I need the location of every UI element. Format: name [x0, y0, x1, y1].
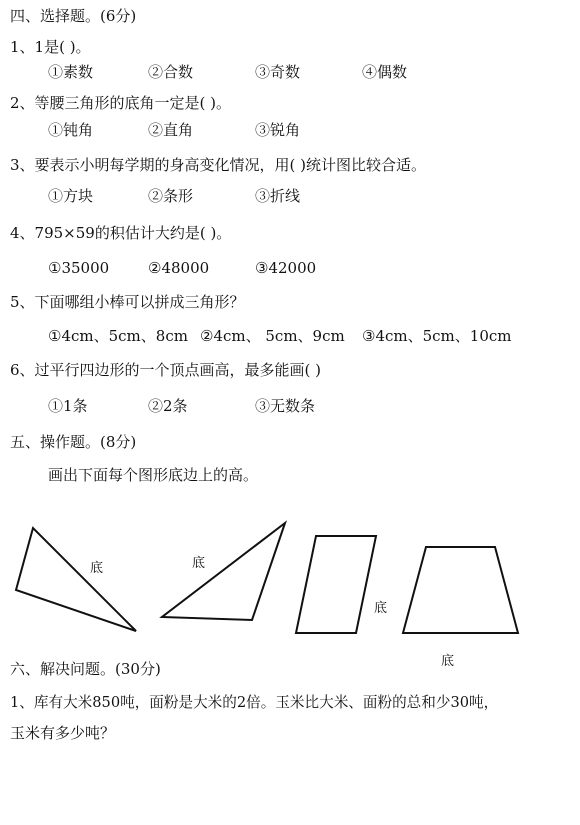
trapezoid-base-label: 底	[441, 654, 455, 669]
question-1-text: 1、1是( )。	[10, 38, 91, 56]
question-2-option-3: ③锐角	[255, 121, 301, 139]
question-1-option-2: ②合数	[148, 63, 194, 81]
right-triangle	[162, 523, 285, 620]
question-2-option-1: ①钝角	[48, 121, 94, 139]
section-operation-title: 五、操作题。(8分)	[10, 433, 137, 451]
question-3-option-1: ①方块	[48, 187, 94, 205]
left-triangle	[16, 528, 136, 631]
question-3-text: 3、要表示小明每学期的身高变化情况，用( )统计图比较合适。	[10, 156, 427, 174]
problem-line-1: 1、库有大米850吨，面粉是大米的2倍。玉米比大米、面粉的总和少30吨，	[10, 694, 499, 711]
section-choice-title: 四、选择题。(6分)	[10, 7, 137, 25]
problem-line-2: 玉米有多少吨？	[10, 724, 116, 742]
question-5-option-3: ③4cm、5cm、10cm	[362, 327, 512, 345]
question-5-option-2: ②4cm、 5cm、9cm	[200, 327, 345, 345]
right-triangle-base-label: 底	[192, 556, 206, 571]
trapezoid	[403, 547, 518, 633]
question-1-option-3: ③奇数	[255, 63, 301, 81]
question-4-option-2: ②48000	[148, 259, 210, 277]
question-1-option-4: ④偶数	[362, 63, 408, 81]
left-triangle-base-label: 底	[90, 561, 104, 576]
question-3-option-2: ②条形	[148, 187, 194, 205]
question-6-option-2: ②2条	[148, 397, 188, 415]
question-6-text: 6、过平行四边形的一个顶点画高，最多能画( )	[10, 361, 322, 379]
parallelogram	[296, 536, 376, 633]
question-4-option-1: ①35000	[48, 259, 110, 277]
question-4-option-3: ③42000	[255, 259, 317, 277]
parallelogram-base-label: 底	[374, 601, 388, 616]
question-5-option-1: ①4cm、5cm、8cm	[48, 327, 188, 345]
question-1-option-1: ①素数	[48, 63, 94, 81]
question-6-option-1: ①1条	[48, 397, 88, 415]
question-2-text: 2、等腰三角形的底角一定是( )。	[10, 94, 232, 112]
question-4-text: 4、795×59的积估计大约是( )。	[10, 224, 232, 242]
operation-instruction: 画出下面每个图形底边上的高。	[48, 466, 259, 484]
question-5-text: 5、下面哪组小棒可以拼成三角形？	[10, 293, 245, 311]
question-2-option-2: ②直角	[148, 121, 194, 139]
question-6-option-3: ③无数条	[255, 397, 316, 415]
question-3-option-3: ③折线	[255, 187, 301, 205]
section-problem-title: 六、解决问题。(30分)	[10, 660, 161, 678]
